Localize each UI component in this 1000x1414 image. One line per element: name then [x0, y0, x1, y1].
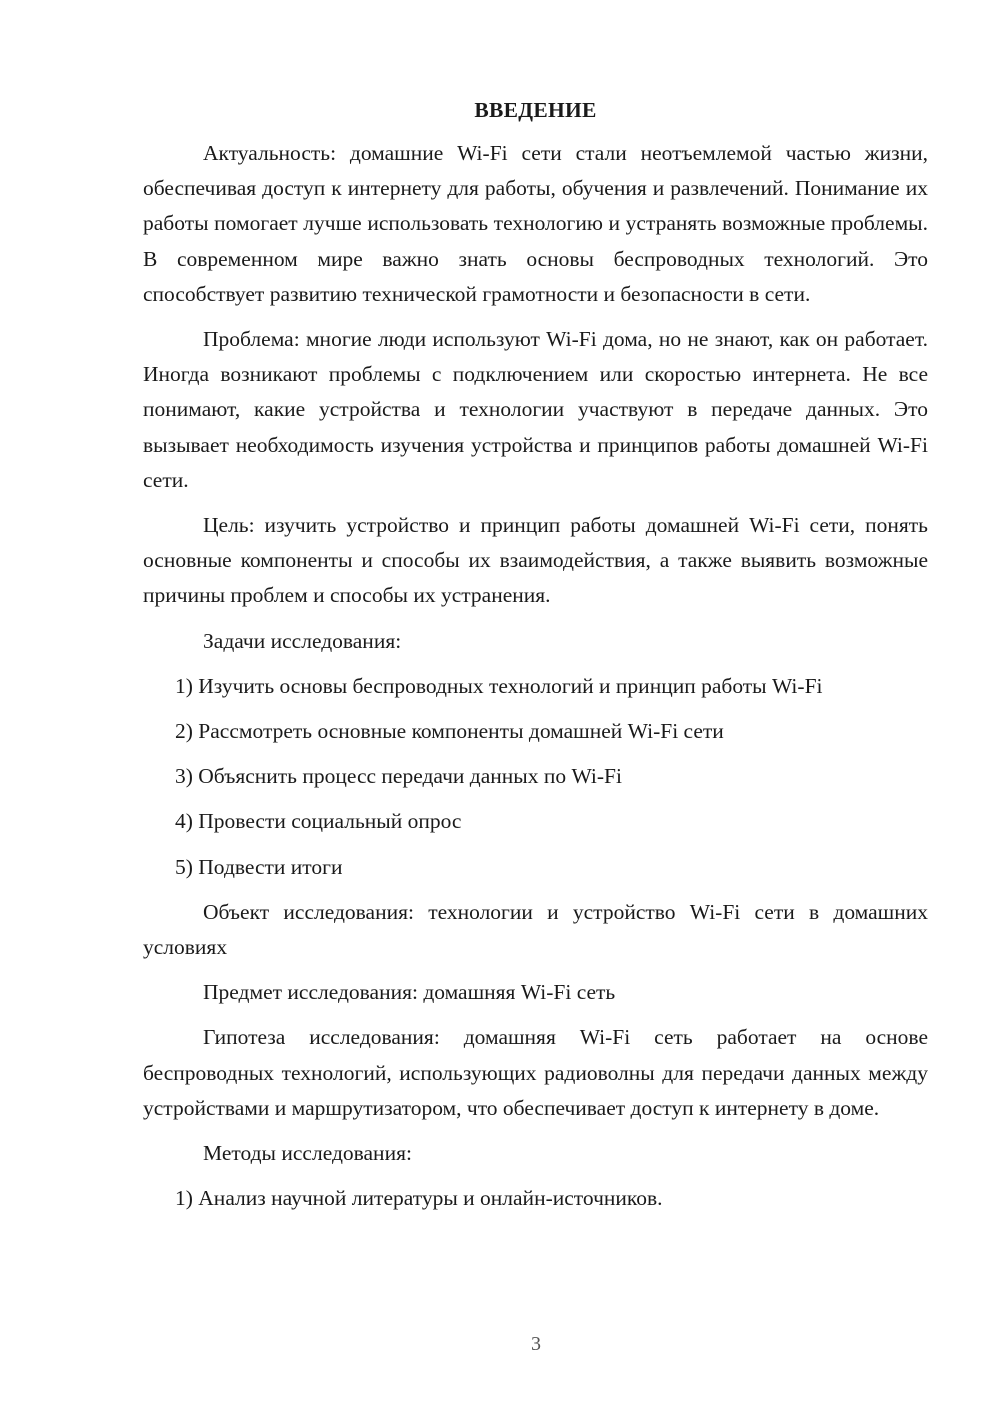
paragraph-relevance: Актуальность: домашние Wi-Fi сети стали неотъемлемой частью жизни, обеспечивая доступ к интернету для работы, обучения и развлечений. Понимание их работы помогает лучше использовать технологию и устранять возможные проблемы. В современном мире важно знать основы беспроводных технологий. Это способствует развитию технической грамотности и безопасности в сети.: [143, 141, 928, 306]
paragraph-object: Объект исследования: технологии и устройство Wi-Fi сети в домашних условиях: [143, 899, 928, 960]
page-content: [143, 93, 928, 1226]
list-item: 1) Изучить основы беспроводных технологий и принцип работы Wi-Fi: [175, 673, 823, 698]
page-number: 3: [531, 1333, 541, 1355]
list-item: 2) Рассмотреть основные компоненты домашней Wi-Fi сети: [175, 719, 724, 744]
list-item: 5) Подвести итоги: [175, 854, 343, 879]
paragraph-subject: Предмет исследования: домашняя Wi-Fi сеть: [203, 980, 616, 1005]
methods-list: [143, 1181, 928, 1216]
paragraph-hypothesis: Гипотеза исследования: домашняя Wi-Fi сеть работает на основе беспроводных технологий, использующих радиоволны для передачи данных между устройствами и маршрутизатором, что обеспечивает доступ к интернету в доме.: [143, 1025, 928, 1120]
section-title: ВВЕДЕНИЕ: [474, 98, 597, 122]
methods-heading: Методы исследования:: [203, 1141, 412, 1166]
tasks-list: [143, 669, 928, 885]
paragraph-goal: Цель: изучить устройство и принцип работы домашней Wi-Fi сети, понять основные компоненты и способы их взаимодействия, а также выявить возможные причины проблем и способы их устранения.: [143, 513, 928, 608]
list-item: 4) Провести социальный опрос: [175, 809, 462, 834]
paragraph-problem: Проблема: многие люди используют Wi-Fi дома, но не знают, как он работает. Иногда возникают проблемы с подключением или скоростью интернета. Не все понимают, какие устройства и технологии участвуют в передаче данных. Это вызывает необходимость изучения устройства и принципов работы домашней Wi-Fi сети.: [143, 327, 928, 492]
list-item: 1) Анализ научной литературы и онлайн-источников.: [175, 1186, 663, 1211]
tasks-heading: Задачи исследования:: [203, 628, 402, 653]
list-item: 3) Объяснить процесс передачи данных по Wi-Fi: [175, 764, 622, 789]
